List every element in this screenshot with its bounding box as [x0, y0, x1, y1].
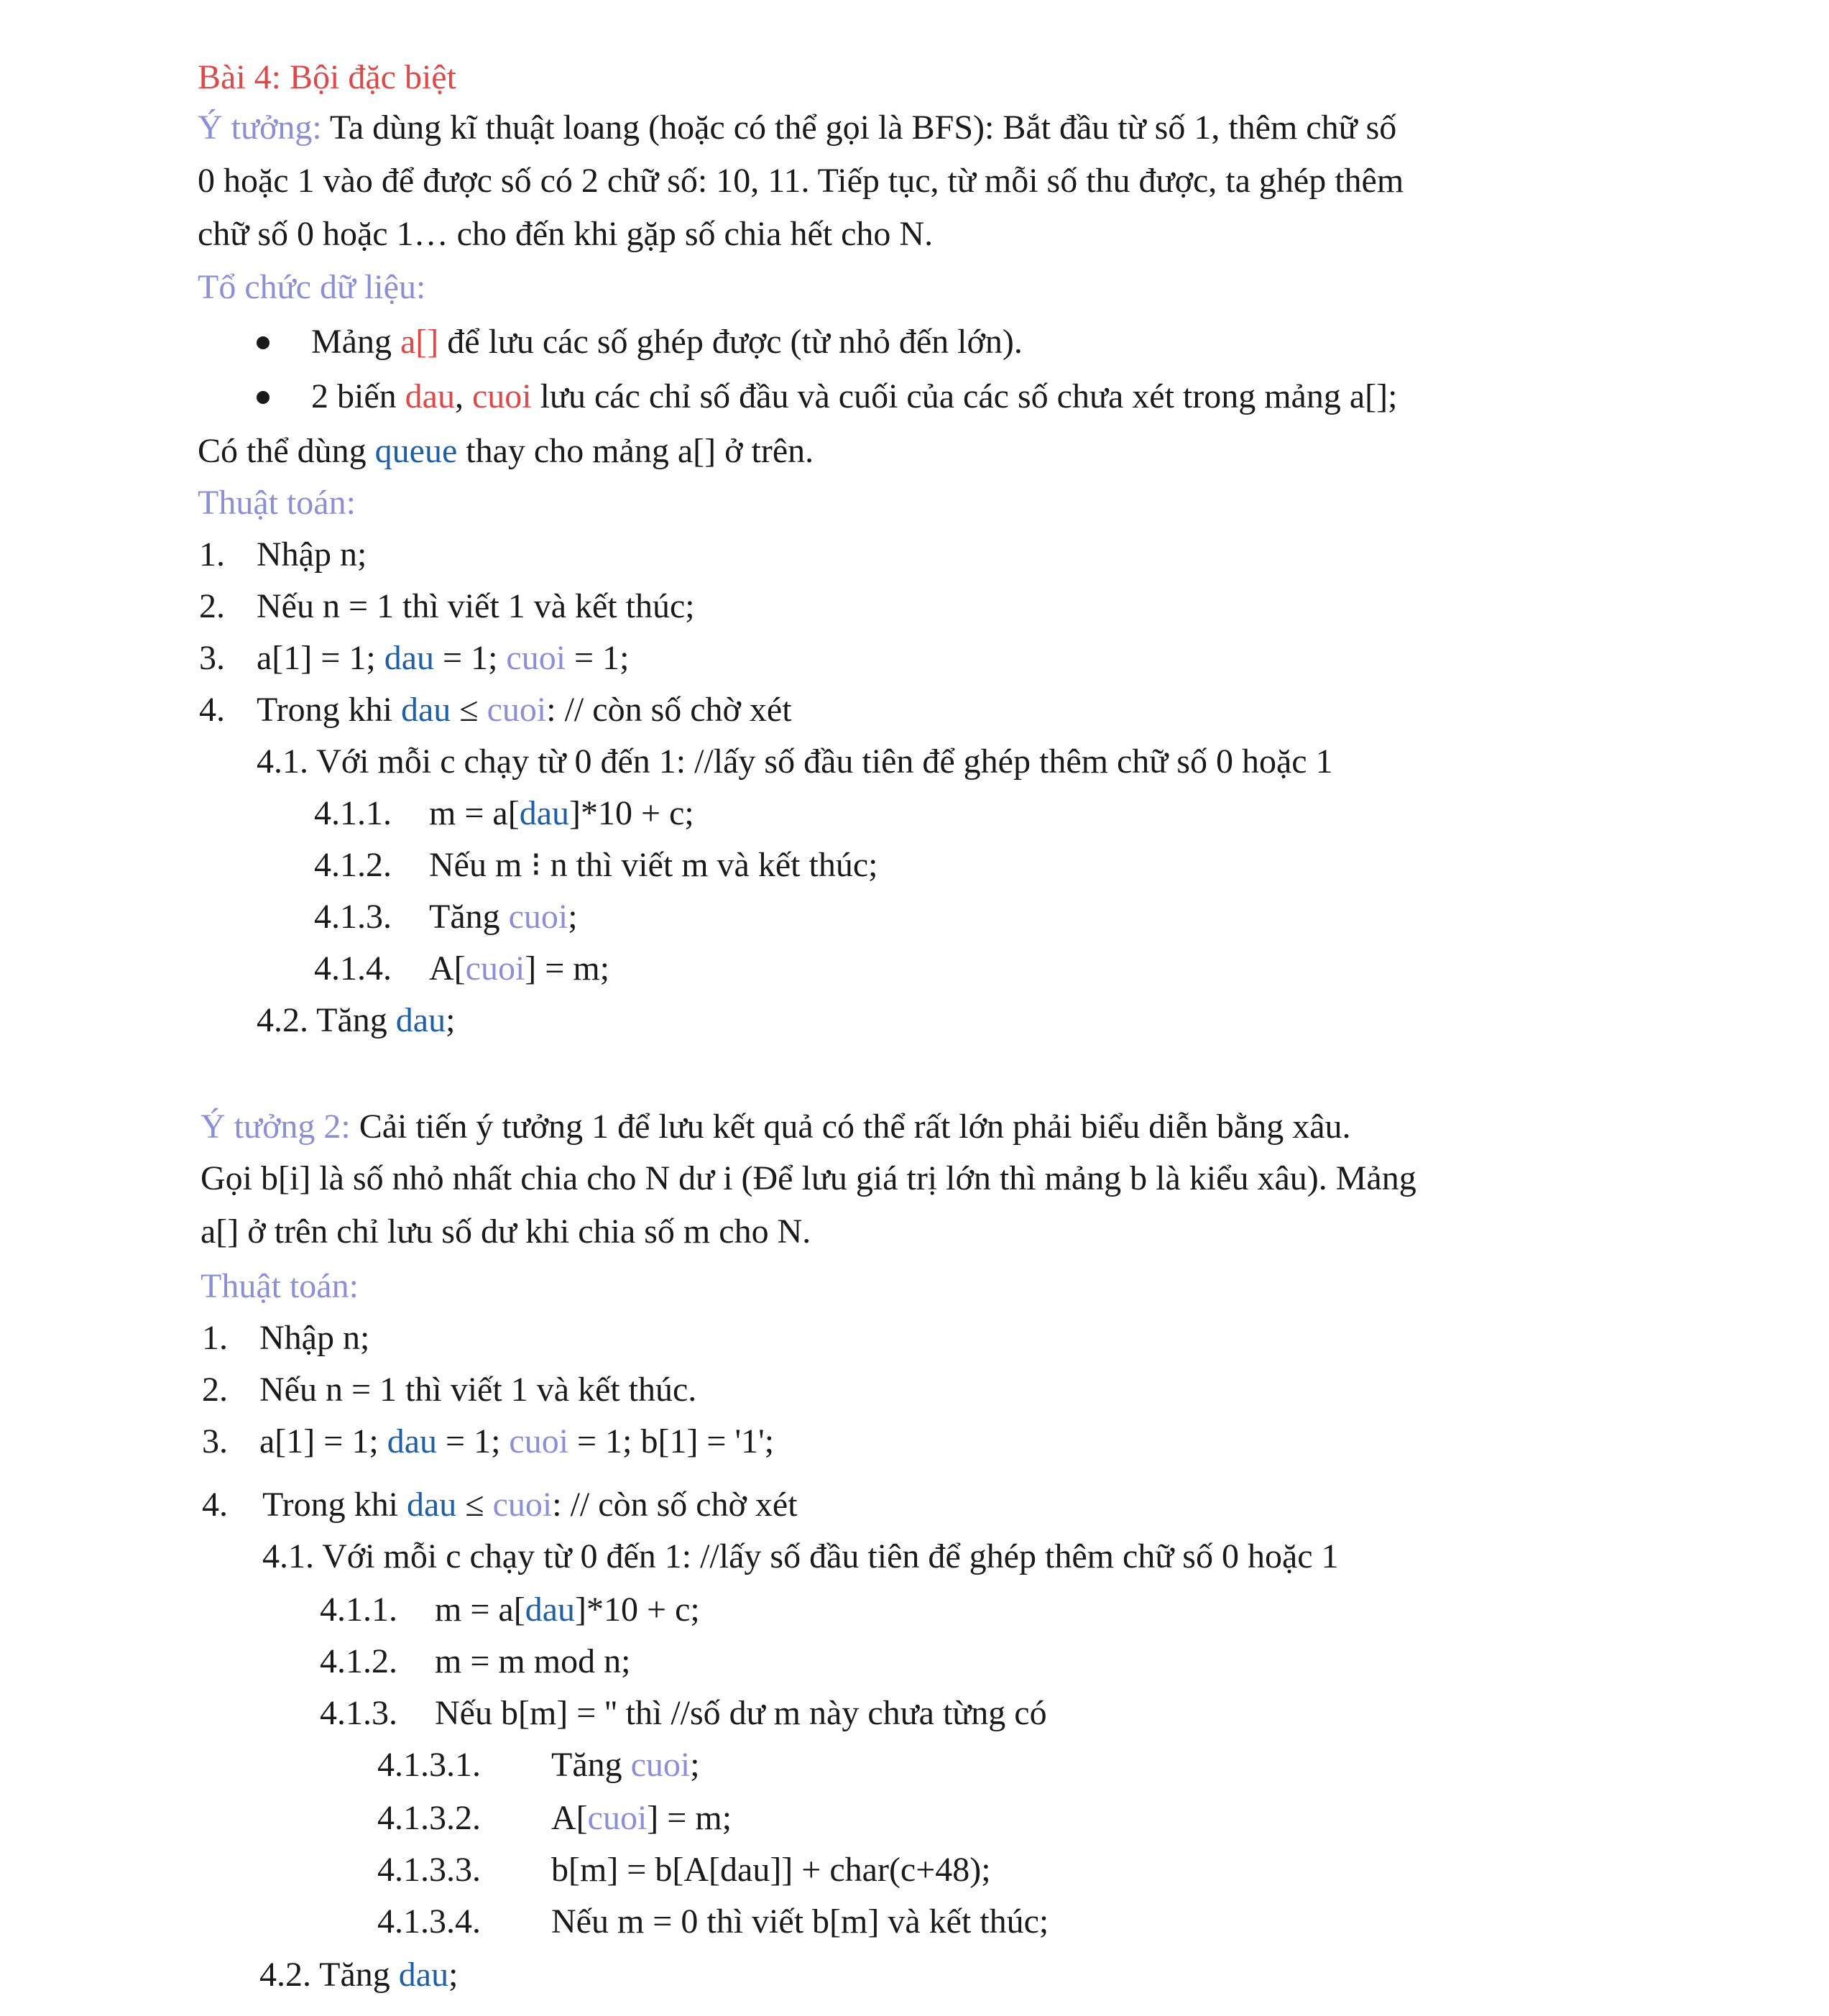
b2-pre: 2 biến [311, 377, 405, 415]
a2s3-a: a[1] = 1; [259, 1422, 387, 1460]
algo1-step3-num: 3. [199, 639, 225, 677]
b2-keyword-cuoi: cuoi [471, 377, 532, 415]
s413-cuoi: cuoi [508, 898, 568, 936]
algo1-step2-num: 2. [199, 587, 225, 625]
algo2-step4-1-3-4-num: 4.1.3.4. [377, 1902, 481, 1941]
a2s411-dau: dau [525, 1591, 576, 1629]
algo1-step4-2 [257, 999, 455, 1042]
b2-sep: , [454, 377, 472, 415]
s42-dau: dau [395, 1001, 446, 1039]
b2-keyword-dau: dau [405, 377, 455, 415]
algo2-step4-1-3-3: b[m] = b[A[dau]] + char(c+48); [551, 1851, 991, 1889]
s42-a: 4.2. Tăng [257, 1001, 396, 1039]
s411-a: m = a[ [429, 794, 520, 832]
s411-b: ]*10 + c; [569, 794, 694, 832]
data-org-bullet2 [311, 375, 1397, 418]
idea2-label: Ý tưởng 2: [201, 1108, 351, 1146]
a2s42-b: ; [448, 1956, 459, 1994]
s414-b: ] = m; [525, 949, 610, 988]
a2s4-cuoi: cuoi [492, 1486, 553, 1524]
idea2-line1 [201, 1105, 1351, 1149]
algo2-step4-1-3-3-num: 4.1.3.3. [377, 1851, 481, 1889]
algo1-step4-1-3 [429, 896, 578, 939]
algo2-step4-1-3: Nếu b[m] = '' thì //số dư m này chưa từng có [435, 1694, 1047, 1732]
s413-a: Tăng [429, 898, 509, 936]
s3-c: = 1; [566, 639, 630, 677]
algo1-step4-1-4 [429, 947, 609, 990]
s4-a: Trong khi [257, 691, 401, 729]
algo2-step4-1-2: m = m mod n; [435, 1642, 631, 1680]
idea2-line3: a[] ở trên chỉ lưu số dư khi chia số m cho N. [201, 1212, 811, 1251]
algo2-step4-num: 4. [202, 1486, 228, 1524]
a2s4131-cuoi: cuoi [630, 1746, 691, 1784]
algo2-step3 [259, 1420, 774, 1463]
b3-keyword: queue [374, 432, 458, 470]
a2s4-c: : // còn số chờ xét [552, 1486, 798, 1524]
algo2-step2-num: 2. [202, 1371, 228, 1409]
a2s3-c: = 1; b[1] = '1'; [568, 1422, 775, 1460]
algo2-step1: Nhập n; [259, 1319, 370, 1357]
a2s42-a: 4.2. Tăng [259, 1956, 399, 1994]
algo1-step4-1-2: Nếu m ⁝ n thì viết m và kết thúc; [429, 846, 878, 884]
s3-a: a[1] = 1; [257, 639, 384, 677]
s4-c: : // còn số chờ xét [546, 691, 792, 729]
idea2-line2: Gọi b[i] là số nhỏ nhất chia cho N dư i (Để lưu giá trị lớn thì mảng b là kiểu xâu). Mảng [201, 1159, 1416, 1197]
data-org-bullet1 [311, 321, 1023, 364]
a2s4131-b: ; [690, 1746, 700, 1784]
a2s411-b: ]*10 + c; [575, 1591, 700, 1629]
algo1-step4-1-3-num: 4.1.3. [314, 898, 392, 936]
bullet-2 [257, 391, 269, 404]
a2s411-a: m = a[ [435, 1591, 525, 1629]
a2s3-cuoi: cuoi [509, 1422, 569, 1460]
algo2-step4-1-3-2-num: 4.1.3.2. [377, 1799, 481, 1837]
algo2-step4 [262, 1483, 798, 1527]
algo2-step4-1-1 [435, 1588, 700, 1631]
algo2-step4-1-3-4: Nếu m = 0 thì viết b[m] và kết thúc; [551, 1902, 1049, 1941]
b1-pre: Mảng [311, 323, 400, 361]
a2s4131-a: Tăng [551, 1746, 631, 1784]
algo2-step4-1-3-1 [551, 1744, 700, 1787]
b2-post: lưu các chỉ số đầu và cuối của các số chưa xét trong mảng a[]; [531, 377, 1398, 415]
algo1-step4-1-4-num: 4.1.4. [314, 949, 392, 988]
algo1-step4-1: 4.1. Với mỗi c chạy từ 0 đến 1: //lấy số đầu tiên để ghép thêm chữ số 0 hoặc 1 [257, 742, 1333, 781]
algo2-step4-1-3-num: 4.1.3. [320, 1694, 397, 1732]
s42-b: ; [446, 1001, 456, 1039]
s411-dau: dau [519, 794, 570, 832]
idea1-label: Ý tưởng: [198, 109, 322, 147]
algo2-heading: Thuật toán: [201, 1267, 359, 1305]
b3-post: thay cho mảng a[] ở trên. [457, 432, 814, 470]
idea1-line1 [198, 106, 1396, 149]
algo1-step3 [257, 637, 629, 680]
algo1-step4-1-1-num: 4.1.1. [314, 794, 392, 832]
algo1-step1: Nhập n; [257, 535, 367, 574]
algo2-step4-1-3-2 [551, 1797, 732, 1840]
b3-pre: Có thể dùng [198, 432, 375, 470]
algo1-step4-num: 4. [199, 691, 225, 729]
s4-dau: dau [400, 691, 451, 729]
bullet-1 [257, 336, 269, 349]
section-title: Bài 4: Bội đặc biệt [198, 58, 456, 96]
algo1-step4-1-1 [429, 792, 694, 835]
idea1-line2: 0 hoặc 1 vào để được số có 2 chữ số: 10, 11. Tiếp tục, từ mỗi số thu được, ta ghép thêm [198, 162, 1404, 200]
s4-b: ≤ [451, 691, 487, 729]
s3-b: = 1; [434, 639, 507, 677]
s4-cuoi: cuoi [487, 691, 547, 729]
a2s4-a: Trong khi [262, 1486, 407, 1524]
algo1-step2: Nếu n = 1 thì viết 1 và kết thúc; [257, 587, 695, 625]
a2s4132-a: A[ [551, 1799, 588, 1837]
a2s42-dau: dau [398, 1956, 449, 1994]
algo2-step2: Nếu n = 1 thì viết 1 và kết thúc. [259, 1371, 697, 1409]
b1-post: để lưu các số ghép được (từ nhỏ đến lớn). [438, 323, 1023, 361]
s413-b: ; [568, 898, 578, 936]
a2s4132-b: ] = m; [647, 1799, 732, 1837]
a2s4-b: ≤ [456, 1486, 493, 1524]
a2s3-dau: dau [387, 1422, 437, 1460]
algo1-step1-num: 1. [199, 535, 225, 574]
data-org-note [198, 430, 814, 473]
data-org-heading: Tổ chức dữ liệu: [198, 268, 426, 306]
algo2-step1-num: 1. [202, 1319, 228, 1357]
s3-dau: dau [384, 639, 434, 677]
algo1-step4 [257, 689, 792, 732]
algo2-step4-1-2-num: 4.1.2. [320, 1642, 397, 1680]
idea1-text1: Ta dùng kĩ thuật loang (hoặc có thể gọi là BFS): Bắt đầu từ số 1, thêm chữ số [321, 109, 1397, 147]
s414-a: A[ [429, 949, 466, 988]
b1-keyword: a[] [400, 323, 439, 361]
s414-cuoi: cuoi [465, 949, 525, 988]
algo2-step4-1-1-num: 4.1.1. [320, 1591, 397, 1629]
algo2-step4-1: 4.1. Với mỗi c chạy từ 0 đến 1: //lấy số đầu tiên để ghép thêm chữ số 0 hoặc 1 [262, 1537, 1339, 1575]
algo2-step4-2 [259, 1953, 458, 1997]
idea1-line3: chữ số 0 hoặc 1… cho đến khi gặp số chia hết cho N. [198, 215, 934, 253]
s3-cuoi: cuoi [506, 639, 566, 677]
idea2-text1: Cải tiến ý tưởng 1 để lưu kết quả có thể rất lớn phải biểu diễn bằng xâu. [350, 1108, 1351, 1146]
a2s4132-cuoi: cuoi [587, 1799, 648, 1837]
a2s4-dau: dau [406, 1486, 457, 1524]
algo2-step3-num: 3. [202, 1422, 228, 1460]
algo2-step4-1-3-1-num: 4.1.3.1. [377, 1746, 481, 1784]
a2s3-b: = 1; [437, 1422, 510, 1460]
algo1-step4-1-2-num: 4.1.2. [314, 846, 392, 884]
algo1-heading: Thuật toán: [198, 484, 356, 522]
